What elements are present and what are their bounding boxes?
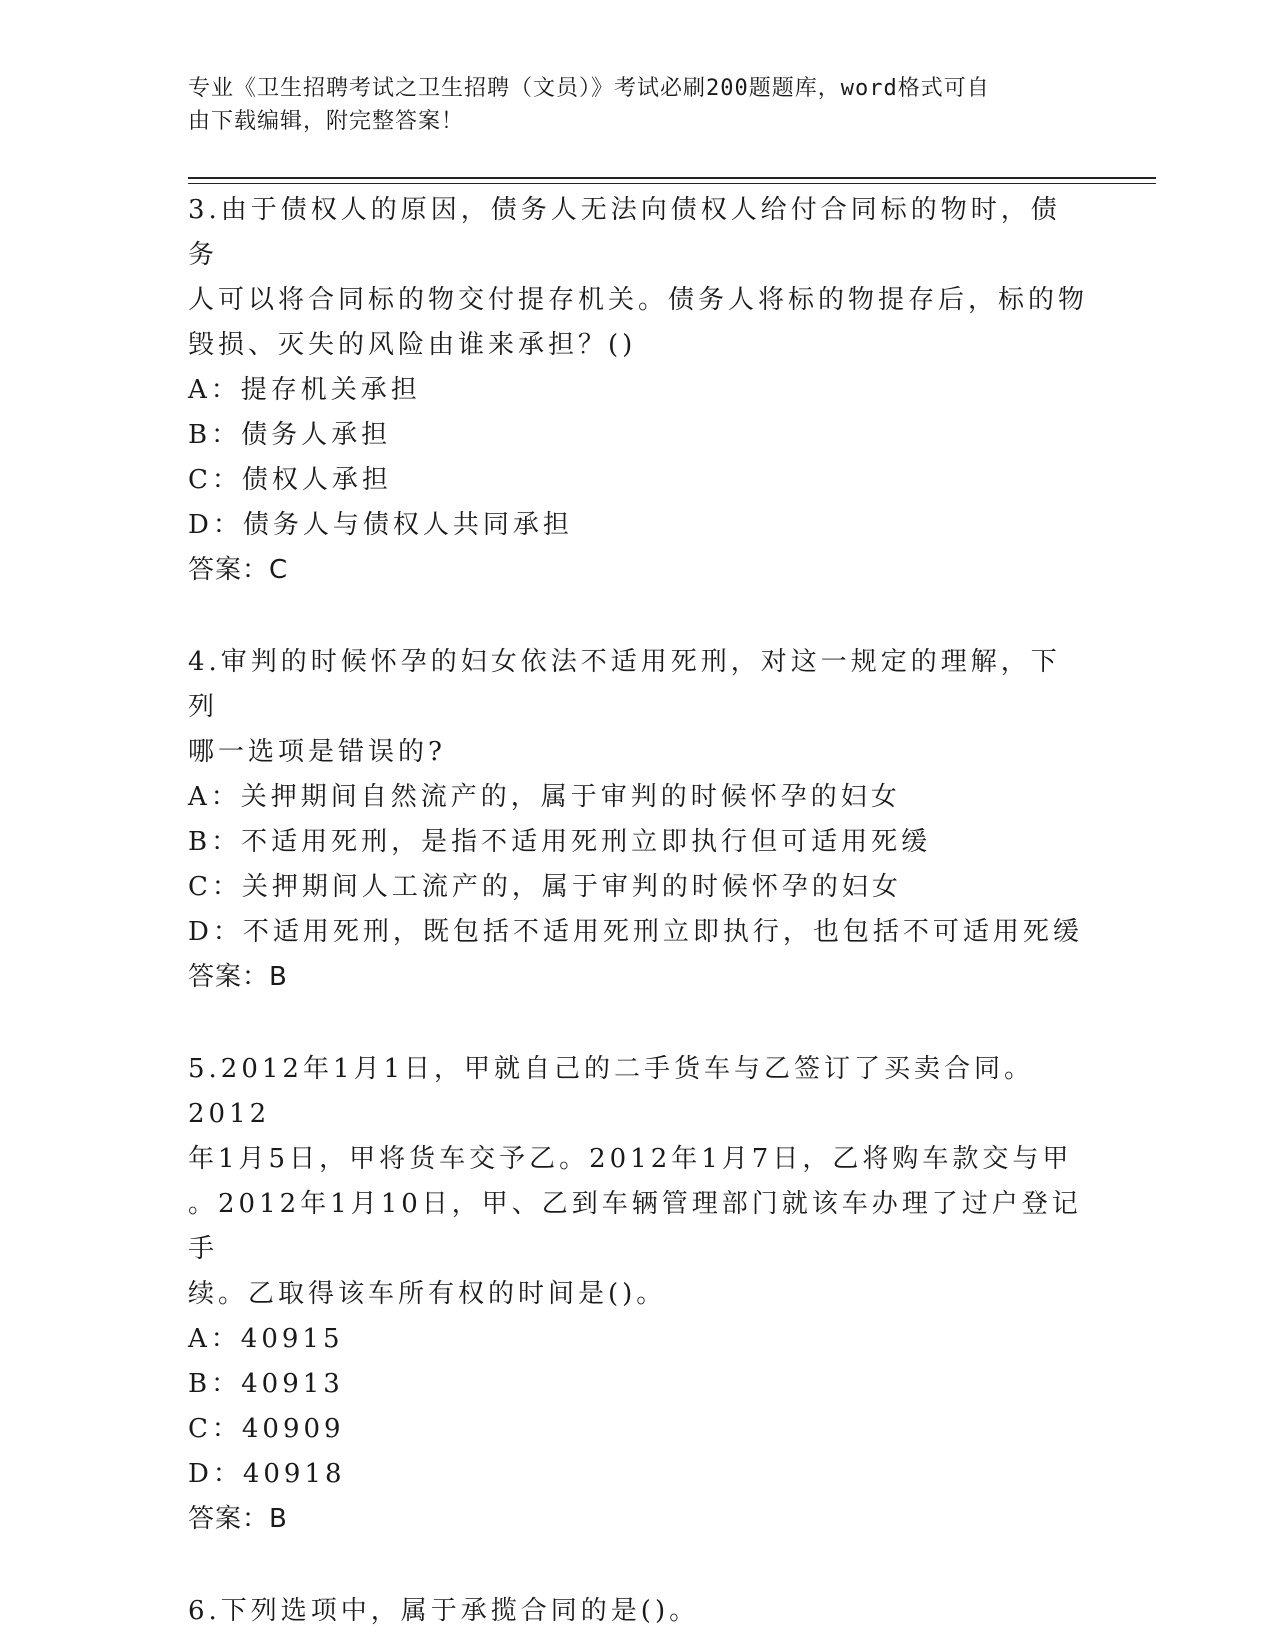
question-spacer — [188, 1542, 1088, 1589]
question-spacer — [188, 593, 1088, 640]
option-a: A：关押期间自然流产的，属于审判的时候怀孕的妇女 — [188, 782, 901, 812]
question-6 — [188, 1589, 1088, 1634]
question-stem-line: 5.2012年1月1日，甲就自己的二手货车与乙签订了买卖合同。2012 — [188, 1054, 1035, 1129]
option-a: A：40915 — [188, 1324, 344, 1354]
question-stem-line: 3.由于债权人的原因，债务人无法向债权人给付合同标的物时，债务 — [188, 195, 1061, 270]
question-list — [188, 188, 1088, 1634]
question-4 — [188, 640, 1088, 1000]
question-stem-line: 续。乙取得该车所有权的时间是()。 — [188, 1279, 667, 1309]
option-c: C：关押期间人工流产的，属于审判的时候怀孕的妇女 — [188, 872, 902, 902]
option-d: D：债务人与债权人共同承担 — [188, 510, 573, 540]
header-divider-thin — [188, 183, 1156, 184]
option-c: C：40909 — [188, 1414, 345, 1444]
question-stem-line: 年1月5日，甲将货车交予乙。2012年1月7日，乙将购车款交与甲 — [188, 1144, 1073, 1174]
question-stem-line: 4.审判的时候怀孕的妇女依法不适用死刑，对这一规定的理解，下列 — [188, 647, 1061, 722]
option-c: C：债权人承担 — [188, 465, 392, 495]
header-line-2: 由下载编辑，附完整答案！ — [188, 109, 465, 134]
question-stem-line: 毁损、灭失的风险由谁来承担？() — [188, 330, 637, 360]
option-d: D：40918 — [188, 1459, 346, 1489]
option-d: D：不适用死刑，既包括不适用死刑立即执行，也包括不可适用死缓 — [188, 917, 1083, 947]
question-5 — [188, 1047, 1088, 1542]
question-spacer — [188, 1000, 1088, 1047]
question-3 — [188, 188, 1088, 593]
question-stem-line: 6.下列选项中，属于承揽合同的是()。 — [188, 1596, 700, 1626]
document-header — [188, 72, 1068, 138]
question-stem-line: 人可以将合同标的物交付提存机关。债务人将标的物提存后，标的物 — [188, 285, 1089, 315]
question-stem-line: 哪一选项是错误的? — [188, 737, 446, 767]
answer-label: 答案：C — [188, 555, 289, 585]
option-b: B：不适用死刑，是指不适用死刑立即执行但可适用死缓 — [188, 827, 932, 857]
answer-label: 答案：B — [188, 1504, 288, 1534]
header-divider-thick — [188, 177, 1156, 179]
option-b: B：债务人承担 — [188, 420, 392, 450]
option-a: A：提存机关承担 — [188, 375, 421, 405]
answer-label: 答案：B — [188, 962, 288, 992]
option-b: B：40913 — [188, 1369, 344, 1399]
question-stem-line: 。2012年1月10日，甲、乙到车辆管理部门就该车办理了过户登记手 — [188, 1189, 1082, 1264]
header-line-1: 专业《卫生招聘考试之卫生招聘（文员）》考试必刷200题题库，word格式可自 — [188, 76, 990, 101]
